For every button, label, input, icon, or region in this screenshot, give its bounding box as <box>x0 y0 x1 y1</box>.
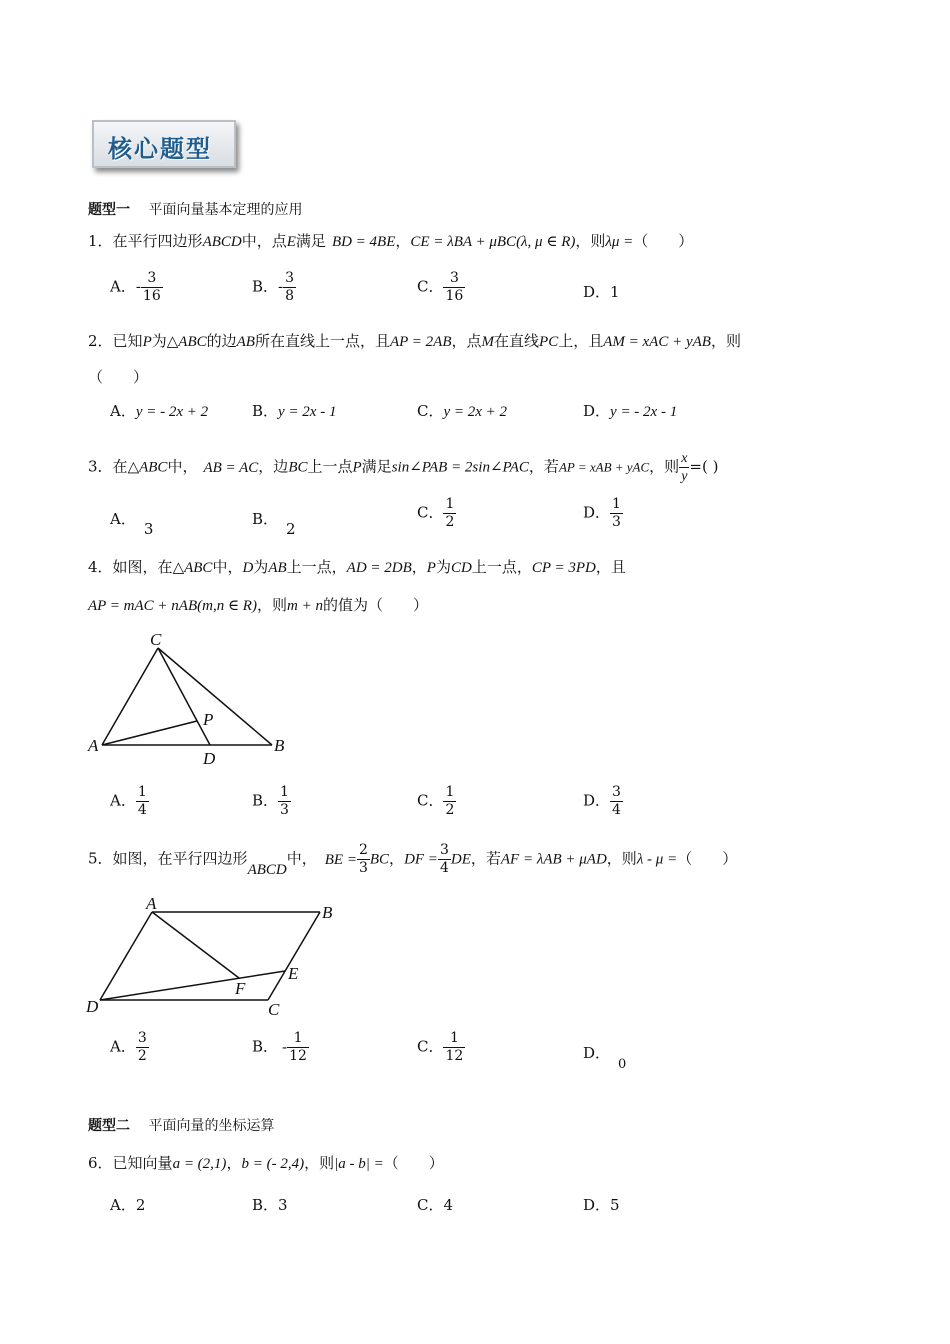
option-a[interactable]: A．- $\frac{3}{16}$ <box>110 270 161 304</box>
question-2: 2．已知P为△ABC的边AB所在直线上一点，且AP = 2AB，点M在直线PC上，且AM = xAC + yAB，则 <box>88 332 741 350</box>
label-a: A <box>146 894 157 913</box>
label-a: A <box>88 736 99 755</box>
label-d: D <box>86 997 99 1016</box>
option-b[interactable]: B．3 <box>252 1196 288 1214</box>
option-b[interactable]: B．2 <box>252 510 296 538</box>
question-text: 在平行四边形 <box>112 232 203 250</box>
option-b[interactable]: B．y = 2x - 1 <box>252 402 337 420</box>
question-text: 满足 <box>295 232 326 250</box>
option-d[interactable]: D． $\frac{3}{4}$ <box>583 784 621 818</box>
option-b[interactable]: B． $\frac{1}{3}$ <box>252 784 289 818</box>
option-c[interactable]: C． $\frac{3}{16}$ <box>417 270 464 304</box>
section-title: 平面向量基本定理的应用 <box>148 202 303 218</box>
question-6: 6．已知向量a = (2,1)，b = (- 2,4)，则|a - b| =（ ） <box>88 1154 444 1172</box>
option-b[interactable]: B． - $\frac{1}{12}$ <box>252 1030 307 1064</box>
label-f: F <box>235 979 246 998</box>
answer-blank: （ ） <box>633 232 694 250</box>
option-d[interactable]: D．5 <box>583 1196 620 1214</box>
option-a[interactable]: A．3 <box>110 510 154 538</box>
question-4-cont: AP = mAC + nAB(m,n ∈ R)，则m + n的值为（ ） <box>88 596 428 614</box>
edge-cb <box>158 648 272 745</box>
badge-title: 核心题型 <box>108 134 212 163</box>
option-c[interactable]: C． $\frac{1}{2}$ <box>417 496 455 530</box>
option-c[interactable]: C．y = 2x + 2 <box>417 402 508 420</box>
label-e: E <box>288 964 299 983</box>
question-number: 1． <box>88 232 113 250</box>
math-expr: CE = λBA + μBC(λ, μ ∈ R) <box>410 234 576 250</box>
option-d[interactable]: D．y = - 2x - 1 <box>583 402 678 420</box>
question-text: 中，点 <box>241 232 287 250</box>
label-p: P <box>203 710 214 729</box>
label-d: D <box>203 749 216 768</box>
option-d[interactable]: D．0 <box>583 1044 627 1072</box>
segment-cd <box>158 648 210 745</box>
question-5: 5．如图，在平行四边形ABCD中， BE = $\frac{2}{3}$ BC，DF = $\frac{3}{4}$ DE，若AF = λAB + μAD，则λ - μ =（ ） <box>88 842 738 878</box>
parallelogram-figure <box>80 890 340 1020</box>
section-title: 平面向量的坐标运算 <box>148 1118 275 1134</box>
section-label: 题型一 <box>88 202 130 218</box>
segment-de <box>100 971 285 1000</box>
math-expr: ABCD <box>202 234 242 250</box>
question-text: ， <box>395 232 411 250</box>
option-d[interactable]: D． $\frac{1}{3}$ <box>583 496 621 530</box>
question-3: 3．在△ABC中， AB = AC，边BC上一点P满足sin∠PAB = 2sin∠PAC，若AP = xAB + yAC，则 $\frac{x}{y}$ =( ) <box>88 451 719 484</box>
section-label: 题型二 <box>88 1118 130 1134</box>
section-heading-1 <box>88 199 302 219</box>
option-d[interactable]: D．1 <box>583 283 620 301</box>
segment-af <box>152 912 239 978</box>
option-a[interactable]: A． $\frac{1}{4}$ <box>110 784 147 818</box>
math-expr: BD = 4BE <box>331 234 396 250</box>
section-badge <box>92 120 236 168</box>
math-expr: E <box>286 234 296 250</box>
option-a[interactable]: A．y = - 2x + 2 <box>110 402 209 420</box>
answer-blank: （ ） <box>88 368 149 386</box>
option-c[interactable]: C． $\frac{1}{2}$ <box>417 784 455 818</box>
option-a[interactable]: A． $\frac{3}{2}$ <box>110 1030 147 1064</box>
label-b: B <box>322 903 333 922</box>
label-b: B <box>274 736 285 755</box>
option-b[interactable]: B．- $\frac{3}{8}$ <box>252 270 295 304</box>
label-c: C <box>268 1000 280 1019</box>
triangle-figure <box>80 625 300 770</box>
question-4: 4．如图，在△ABC中，D为AB上一点，AD = 2DB，P为CD上一点，CP = 3PD，且 <box>88 558 626 576</box>
option-c[interactable]: C．4 <box>417 1196 454 1214</box>
option-a[interactable]: A．2 <box>110 1196 146 1214</box>
edge-da <box>100 912 152 1000</box>
edge-ac <box>102 648 158 745</box>
question-1 <box>88 230 693 251</box>
edge-bc <box>268 912 320 1000</box>
math-expr: λμ = <box>605 234 634 250</box>
section-heading-2 <box>88 1115 274 1135</box>
option-c[interactable]: C． $\frac{1}{12}$ <box>417 1030 464 1064</box>
segment-ap <box>102 721 197 745</box>
label-c: C <box>150 630 162 649</box>
question-text: ，则 <box>575 232 606 250</box>
